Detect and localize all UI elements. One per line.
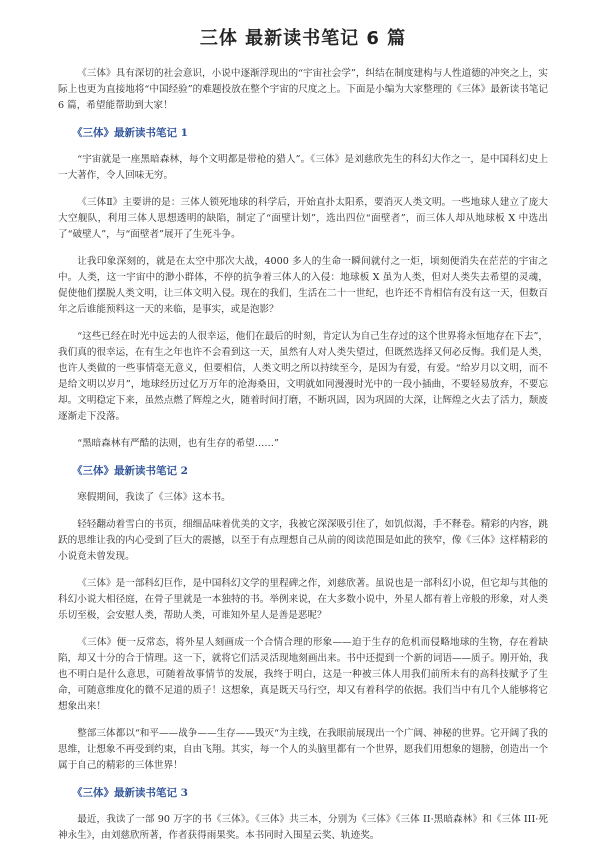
paragraph: 让我印象深刻的，就是在太空中那次大战，4000 多人的生命一瞬间就付之一炬，顷刻便消失在茫茫的宇宙之中。人类，这一宇宙中的渺小群体，不停的抗争着三体人的入侵：地球板 X 虽为人类，但对人类失去希望的灵魂，促使他们摆脱人类文明，让三体文明入侵。现在的我们，生活在二十一世纪，也许还不肯相信有没有这一天，但数百年之后谁能预料这一天的来临，是事实，或是泡影？	[58, 256, 548, 315]
paragraph: 《三体》便一反常态，将外星人刻画成一个合情合理的形象——迫于生存的危机而侵略地球的生物，存在着缺陷，却又十分的合于情理。这一下，就将它们活灵活现地刻画出来。书中还提到一个新的词语——质子。刚开始，我也不明白是什么意思，可随着故事情节的发展，我终于明白，这是一种被三体人用我们前所未有的高科技赋予了生命，可随意维度化的微不足道的质子！这想象，真是既天马行空，却又有着科学的依据。我们当中有几个人能够将它想象出来！	[58, 637, 548, 712]
paragraph: 轻轻翻动着雪白的书页，细细品味着优美的文字，我被它深深吸引住了，如饥似渴，手不释卷。精彩的内容，跳跃的思维让我的内心受到了巨大的震撼，以至于有点理想自己从前的阅读范围是如此的狭窄，像《三体》这样精彩的小说竟未曾发现。	[58, 519, 548, 562]
document-page	[58, 24, 548, 855]
paragraph: “这些已经在时光中远去的人很幸运，他们在最后的时刻，肯定认为自己生存过的这个世界将永恒地存在下去”，我们真的很幸运，在有生之年也许不会看到这一天，虽然有人对人类失望过，但既然选择又何必反悔。我们是人类，也许人类做的一些事情毫无意义，但要相信，人类文明之所以持续至今，是因为有爱，有爱。“给岁月以文明，而不是给文明以岁月”，地球经历过亿万万年的沧海桑田，文明就如同漫漫时光中的一段小插曲，不要轻易放弃，不要忘却。文明稳定下来，虽然点燃了辉煌之火，随着时间打磨，不断巩固，因为巩固的大深，让辉煌之火去了活力，颓废逐渐走下没落。	[58, 331, 548, 422]
paragraph: 寒假期间，我读了《三体》这本书。	[77, 492, 231, 503]
paragraph: “宇宙就是一座黑暗森林，每个文明都是带枪的猎人”。《三体》是刘慈欣先生的科幻大作之一，是中国科幻史上一大著作，令人回味无穷。	[58, 154, 548, 181]
paragraph: 《三体》是一部科幻巨作，是中国科幻文学的里程碑之作，刘慈欣著。虽说也是一部科幻小说，但它却与其他的科幻小说大相径庭，在骨子里就是一本独特的书。举例来说，在大多数小说中，外星人都有着上帝般的形象，对人类乐切至极，会安慰人类，帮助人类，可谁知外星人是善是恶呢？	[58, 578, 548, 621]
section-heading: 《三体》最新读书笔记 2	[72, 465, 188, 477]
section-heading: 《三体》最新读书笔记 3	[72, 787, 188, 799]
paragraph: “黑暗森林有严酷的法则，也有生存的希望……”	[77, 438, 279, 449]
paragraph: 整部三体都以“和平——战争——生存——毁灭“为主线，在我眼前展现出一个广阔、神秘的世界。它开阔了我的思维，让想象不再受到约束，自由飞翔。其实，每一个人的头脑里都有一个世界，愿我们用想象的翅膀，创造出一个属于自己的精彩的三体世界！	[58, 728, 548, 771]
paragraph: 最近，我读了一部 90 万字的书《三体》。《三体》共三本，分别为《三体》《三体 II·黑暗森林》和《三体 III·死神永生》，由刘慈欣所著，作者获得雨果奖。本书同时入围星云奖、轨迹奖。	[58, 814, 548, 841]
paragraph: 《三体Ⅱ》主要讲的是：三体人锁死地球的科学后，开始直扑太阳系，要消灭人类文明。一些地球人建立了庞大大空舰队，利用三体人思想透明的缺陷，制定了“面壁计划”，选出四位“面壁者”，而三体人却从地球板 X 中选出了“破壁人”，与“面壁者”展开了生死斗争。	[58, 197, 548, 240]
document-title: 三体 最新读书笔记 6 篇	[199, 28, 407, 49]
section-heading: 《三体》最新读书笔记 1	[72, 127, 188, 139]
intro-paragraph: 《三体》具有深切的社会意识，小说中逐渐浮现出的“宇宙社会学”，纠结在制度建构与人性道德的冲突之上，实际上也更为直接地将“中国经验”的难题投放在整个宇宙的尺度之上。下面是小编为大家整理的《三体》最新读书笔记 6 篇，希望能帮助到大家！	[58, 68, 548, 111]
